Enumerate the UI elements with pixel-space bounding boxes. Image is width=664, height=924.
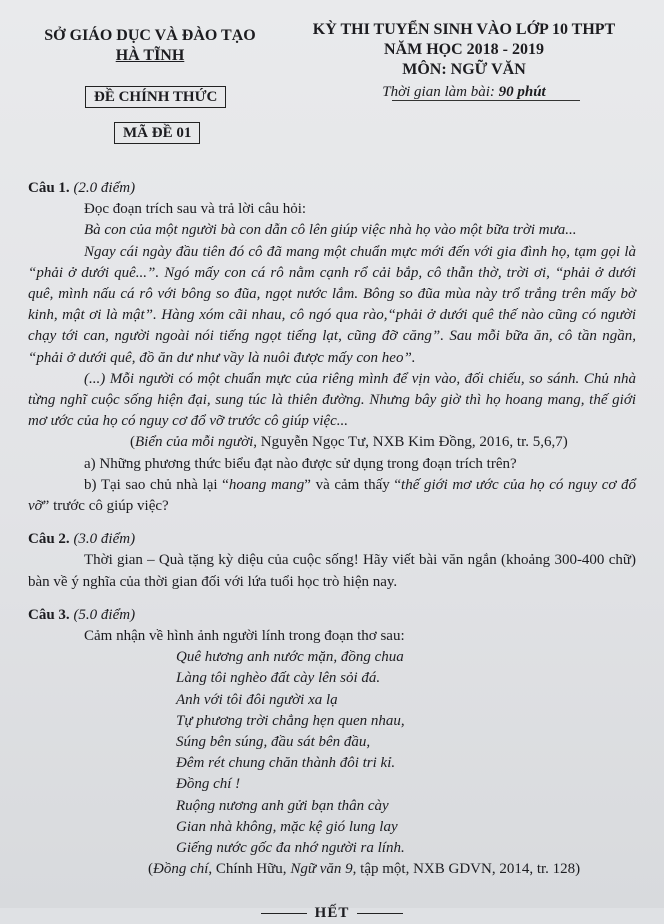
q1b-quote1: hoang mang [228, 476, 305, 493]
exam-info-block [305, 20, 623, 102]
q3-src-rest: , tập một, NXB GDVN, 2014, tr. 128) [352, 861, 581, 878]
poem-line: Làng tôi nghèo đất cày lên sỏi đá. [176, 670, 381, 687]
province-name: HÀ TĨNH [115, 47, 185, 64]
department-block [40, 26, 260, 66]
q1b-text1: b) Tại sao chủ nhà lại “ [84, 476, 229, 493]
q3-points: (5.0 điểm) [73, 606, 136, 623]
poem-line: Tự phương trời chẳng hẹn quen nhau, [176, 712, 405, 729]
q3-text: Cảm nhận về hình ảnh người lính trong đoạn thơ sau: [84, 628, 405, 645]
q1-label: Câu 1. [28, 180, 70, 196]
poem-line: Ruộng nương anh gửi bạn thân cày [176, 797, 389, 814]
q1-part-a: a) Những phương thức biểu đạt nào được sử dụng trong đoạn trích trên? [84, 455, 517, 472]
q3-src-author: , Chính Hữu, [208, 861, 291, 878]
time-value: 90 phút [498, 84, 546, 100]
q1-source: (Biển của mỗi người, Nguyễn Ngọc Tư, NXB Kim Đồng, 2016, tr. 5,6,7) [130, 434, 568, 451]
time-label: Thời gian làm bài: [382, 84, 499, 100]
exam-code: MÃ ĐỀ 01 [114, 122, 200, 144]
exam-body [28, 178, 636, 924]
official-label: ĐỀ CHÍNH THỨC [85, 86, 226, 108]
poem-line: Giếng nước gốc đa nhớ người ra lính. [176, 840, 405, 857]
subject: MÔN: NGỮ VĂN [402, 61, 526, 78]
poem-line: Quê hương anh nước mặn, đồng chua [176, 649, 404, 666]
end-marker [28, 903, 636, 924]
poem-line: Đêm rét chung chăn thành đôi tri kỉ. [176, 755, 396, 772]
q2-label: Câu 2. [28, 531, 70, 548]
q1-excerpt-p2: Ngay cái ngày đầu tiên đó cô đã mang một chuẩn mực mới đến với gia đình họ, tạm gọi là “phải ở dưới quê...”. Ngó mấy con cá rô nằm cạnh rổ cải bắp, cô thẫn thờ, trời ơi, “phải ở dưới quê, mình nấu cá rô với bông so đũa, ngọt nước lắm. Bông so đũa mùa này trổ trắng trên mấy bờ kinh, mật ơi là mật”. Hàng xóm cãi nhau, cô ngó qua rào,“phải ở dưới quê thế nào cũng có người chạy tới can, người ngoài nói tiếng ngọt tiếng lạt, cũng đỡ căng”. Sau mỗi bữa ăn, cô tần ngần, “phải ở dưới quê, đồ ăn dư như vầy là nuôi được mấy con heo”. [28, 243, 636, 366]
poem-line: Súng bên súng, đầu sát bên đầu, [176, 734, 371, 751]
q1-source-rest: , Nguyễn Ngọc Tư, NXB Kim Đồng, 2016, tr. 5,6,7) [253, 434, 568, 451]
q3-source [28, 859, 636, 880]
q1b-text3: ” trước cô giúp việc? [42, 498, 169, 515]
q3-src-open: ( [148, 861, 153, 878]
question-2-title [28, 529, 636, 550]
header-underline [392, 100, 580, 101]
department-name: SỞ GIÁO DỤC VÀ ĐÀO TẠO [44, 27, 256, 44]
q3-source-book: Ngữ văn 9 [290, 861, 353, 878]
q1-instruction: Đọc đoạn trích sau và trả lời câu hỏi: [84, 201, 307, 218]
question-3-title [28, 605, 636, 626]
end-text: HẾT [314, 904, 350, 921]
q1b-text2: ” và cảm thấy “ [304, 476, 402, 493]
poem [28, 647, 636, 859]
poem-line: Anh với tôi đôi người xa lạ [176, 691, 338, 708]
q1-excerpt-p3: (...) Mỗi người có một chuẩn mực của riêng mình để vịn vào, đối chiếu, so sánh. Chủ nhà từng nghĩ cuộc sống hiện đại, sung túc là thiên đường. Nhưng bây giờ thì họ hoang mang, thế giới mơ ước của họ có nguy cơ đổ vỡ trước cô giúp việc... [28, 370, 636, 430]
poem-line: Đồng chí ! [176, 776, 241, 793]
poem-line: Gian nhà không, mặc kệ gió lung lay [176, 818, 398, 835]
time-limit [305, 82, 623, 102]
question-1-title [28, 178, 636, 199]
school-year: NĂM HỌC 2018 - 2019 [384, 41, 544, 58]
q3-source-title: Đồng chí [153, 861, 209, 878]
exam-title: KỲ THI TUYỂN SINH VÀO LỚP 10 THPT [312, 21, 616, 38]
q2-text: Thời gian – Quà tặng kỳ diệu của cuộc sống! Hãy viết bài văn ngắn (khoảng 300-400 chữ) bàn về ý nghĩa của thời gian đối với lứa tuổi học trò hiện nay. [28, 552, 636, 590]
q3-label: Câu 3. [28, 606, 70, 623]
q1-excerpt-p1: Bà con của một người bà con dẫn cô lên giúp việc nhà họ vào một bữa trời mưa... [84, 222, 577, 239]
q1-source-title: Biển của mỗi người [135, 434, 254, 451]
q1b-quote2: thế giới mơ ước của họ có nguy cơ đổ vỡ [28, 476, 637, 515]
q2-points: (3.0 điểm) [73, 531, 136, 548]
q1-points: (2.0 điểm) [73, 180, 136, 196]
q1-part-b [28, 475, 636, 517]
